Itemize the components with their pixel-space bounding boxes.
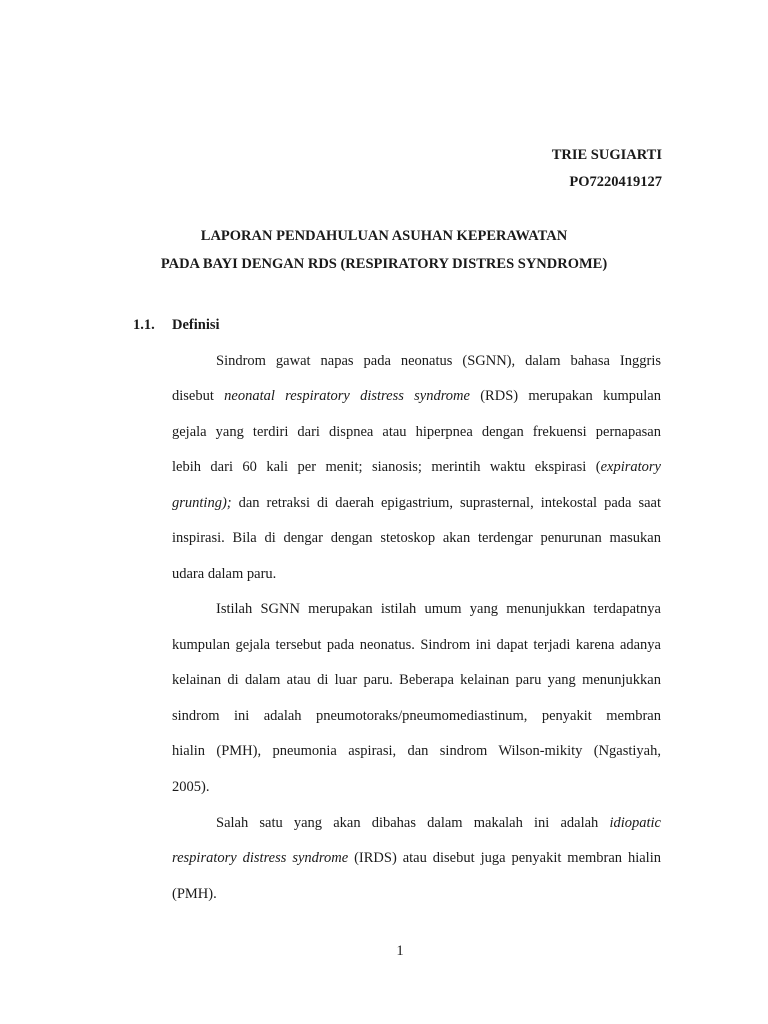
paragraph1-line3: gejala yang terdiri dari dispnea atau hiperpnea dengan frekuensi pernapasan [172, 424, 661, 440]
author-name: TRIE SUGIARTI [551, 147, 662, 163]
section-number: 1.1. [133, 317, 155, 333]
paragraph2-line5: hialin (PMH), pneumonia aspirasi, dan sindrom Wilson-mikity (Ngastiyah, [172, 743, 661, 759]
paragraph1-line7: udara dalam paru. [172, 566, 277, 582]
paragraph1-line5: grunting); dan retraksi di daerah epigastrium, suprasternal, intekostal pada saat [172, 495, 661, 511]
paragraph2-line6: 2005). [172, 779, 210, 795]
paragraph1-line4: lebih dari 60 kali per menit; sianosis; merintih waktu ekspirasi (expiratory [172, 459, 661, 475]
paragraph3-line3: (PMH). [172, 886, 217, 902]
paragraph2-line2: kumpulan gejala tersebut pada neonatus. Sindrom ini dapat terjadi karena adanya [172, 637, 661, 653]
paragraph2-line4: sindrom ini adalah pneumotoraks/pneumomediastinum, penyakit membran [172, 708, 661, 724]
paragraph2-line3: kelainan di dalam atau di luar paru. Beberapa kelainan paru yang menunjukkan [172, 672, 661, 688]
section-title: Definisi [172, 317, 220, 333]
paragraph1-line1: Sindrom gawat napas pada neonatus (SGNN), dalam bahasa Inggris [216, 353, 661, 369]
section-heading [133, 317, 220, 334]
author-id: PO7220419127 [569, 174, 662, 190]
paragraph1-line6: inspirasi. Bila di dengar dengan stetoskop akan terdengar penurunan masukan [172, 530, 661, 546]
paragraph3-line1: Salah satu yang akan dibahas dalam makalah ini adalah idiopatic [216, 815, 661, 831]
paragraph1-line2: disebut neonatal respiratory distress syndrome (RDS) merupakan kumpulan [172, 388, 661, 404]
report-title-line1: LAPORAN PENDAHULUAN ASUHAN KEPERAWATAN [200, 228, 568, 244]
page-number: 1 [396, 943, 404, 959]
report-title-line2: PADA BAYI DENGAN RDS (RESPIRATORY DISTRES SYNDROME) [160, 256, 608, 272]
paragraph2-line1: Istilah SGNN merupakan istilah umum yang menunjukkan terdapatnya [216, 601, 661, 617]
paragraph3-line2: respiratory distress syndrome (IRDS) atau disebut juga penyakit membran hialin [172, 850, 661, 866]
